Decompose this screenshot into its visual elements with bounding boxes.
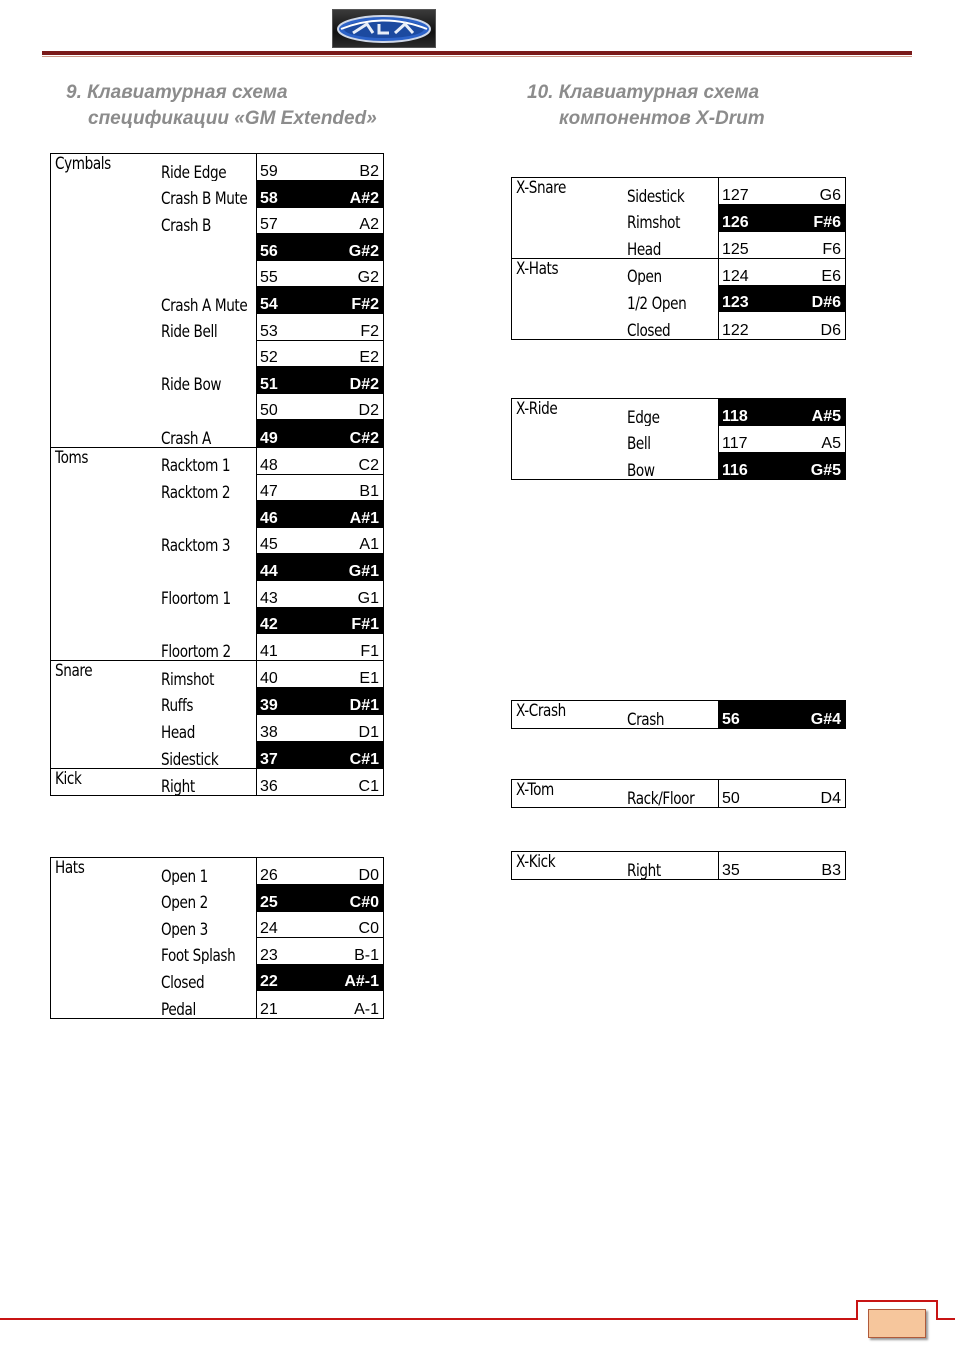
row-sound: Right bbox=[161, 768, 257, 796]
row-group: X-Snare bbox=[516, 178, 566, 198]
table-row bbox=[512, 452, 846, 479]
row-key-number: 59 bbox=[257, 154, 312, 181]
row-sound: Closed bbox=[627, 312, 719, 339]
row-key-number: 127 bbox=[719, 178, 774, 205]
row-group bbox=[51, 741, 161, 768]
row-key-number: 55 bbox=[257, 260, 312, 287]
row-key-number: 25 bbox=[257, 885, 312, 912]
row-sound: Sidestick bbox=[627, 178, 719, 205]
table-row bbox=[512, 852, 846, 880]
row-group bbox=[512, 285, 627, 312]
x-kick-table bbox=[511, 851, 846, 880]
row-sound bbox=[161, 234, 257, 261]
row-sound: Ride Edge bbox=[161, 154, 257, 181]
row-group: X-Kick bbox=[516, 852, 556, 872]
row-note: D#1 bbox=[312, 688, 384, 715]
row-sound bbox=[161, 501, 257, 528]
row-group bbox=[51, 688, 161, 715]
row-note: D#2 bbox=[312, 367, 384, 394]
row-note: G#1 bbox=[312, 554, 384, 581]
table-row bbox=[51, 420, 384, 447]
gm-main-table bbox=[50, 153, 384, 796]
heading-gm-line1: 9. Клавиатурная схема bbox=[66, 82, 288, 103]
row-sound: Crash B Mute bbox=[161, 181, 257, 208]
row-note: E2 bbox=[312, 340, 384, 367]
row-key-number: 118 bbox=[719, 399, 774, 426]
table-row bbox=[51, 527, 384, 554]
row-group bbox=[51, 938, 161, 965]
row-sound: Crash A bbox=[161, 420, 257, 447]
row-sound: Open 1 bbox=[161, 858, 257, 885]
row-sound: Head bbox=[627, 231, 719, 258]
row-sound: Open bbox=[627, 258, 719, 285]
row-group bbox=[51, 607, 161, 634]
table-row bbox=[512, 178, 846, 205]
x-ride-table bbox=[511, 398, 846, 480]
row-sound: Open 2 bbox=[161, 885, 257, 912]
row-note: B3 bbox=[774, 852, 846, 880]
row-key-number: 126 bbox=[719, 205, 774, 232]
row-sound: Ride Bow bbox=[161, 367, 257, 394]
row-key-number: 44 bbox=[257, 554, 312, 581]
row-sound: Closed bbox=[161, 964, 257, 991]
row-key-number: 51 bbox=[257, 367, 312, 394]
row-note: C0 bbox=[312, 911, 384, 938]
row-note: C#2 bbox=[312, 420, 384, 447]
row-key-number: 52 bbox=[257, 340, 312, 367]
row-key-number: 35 bbox=[719, 852, 774, 880]
row-group bbox=[51, 367, 161, 394]
table-row bbox=[512, 258, 846, 285]
page-number-box bbox=[868, 1309, 926, 1338]
row-note: D4 bbox=[774, 780, 846, 808]
x-snare-hats-table bbox=[511, 177, 846, 340]
row-key-number: 49 bbox=[257, 420, 312, 447]
row-key-number: 24 bbox=[257, 911, 312, 938]
row-note: B1 bbox=[312, 474, 384, 501]
row-sound: Racktom 2 bbox=[161, 474, 257, 501]
row-group bbox=[51, 964, 161, 991]
table-row bbox=[512, 780, 846, 808]
row-group bbox=[512, 205, 627, 232]
row-group bbox=[51, 287, 161, 314]
row-group bbox=[512, 312, 627, 339]
table-row bbox=[51, 181, 384, 208]
table-row bbox=[512, 231, 846, 258]
row-group: X-Tom bbox=[516, 780, 554, 800]
table-row bbox=[51, 367, 384, 394]
row-note: D#6 bbox=[774, 285, 846, 312]
table-row bbox=[51, 554, 384, 581]
row-note: A-1 bbox=[312, 991, 384, 1018]
row-note: D6 bbox=[774, 312, 846, 339]
table-row bbox=[51, 607, 384, 634]
row-sound: Right bbox=[627, 852, 719, 880]
row-group bbox=[512, 231, 627, 258]
row-note: F#1 bbox=[312, 607, 384, 634]
row-note: E1 bbox=[312, 661, 384, 688]
row-group bbox=[51, 260, 161, 287]
row-key-number: 41 bbox=[257, 634, 312, 661]
row-group bbox=[51, 181, 161, 208]
row-key-number: 45 bbox=[257, 527, 312, 554]
row-sound: Rack/Floor bbox=[627, 780, 719, 808]
row-key-number: 36 bbox=[257, 768, 312, 796]
footer-rule-right bbox=[936, 1318, 955, 1320]
heading-xdrum-line2: компонентов X-Drum bbox=[559, 108, 765, 129]
row-group: Cymbals bbox=[55, 154, 111, 174]
row-group bbox=[512, 426, 627, 453]
row-group bbox=[51, 991, 161, 1018]
row-note: G6 bbox=[774, 178, 846, 205]
row-key-number: 40 bbox=[257, 661, 312, 688]
row-group bbox=[51, 527, 161, 554]
table-row bbox=[51, 474, 384, 501]
heading-x-drum bbox=[527, 80, 765, 132]
table-row bbox=[51, 741, 384, 768]
header-rule bbox=[42, 51, 912, 55]
row-key-number: 48 bbox=[257, 447, 312, 474]
row-group: X-Ride bbox=[516, 399, 558, 419]
row-group bbox=[51, 634, 161, 661]
row-sound: Racktom 1 bbox=[161, 447, 257, 474]
row-sound: Head bbox=[161, 714, 257, 741]
row-key-number: 56 bbox=[719, 701, 774, 729]
row-note: A#2 bbox=[312, 181, 384, 208]
row-note: G#4 bbox=[774, 701, 846, 729]
row-group: Kick bbox=[51, 768, 161, 796]
row-sound: Rimshot bbox=[627, 205, 719, 232]
row-group: X-Hats bbox=[512, 258, 627, 285]
row-key-number: 26 bbox=[257, 858, 312, 885]
row-key-number: 116 bbox=[719, 452, 774, 479]
table-row bbox=[51, 207, 384, 234]
row-key-number: 21 bbox=[257, 991, 312, 1018]
row-key-number: 53 bbox=[257, 314, 312, 341]
row-sound bbox=[161, 607, 257, 634]
row-key-number: 23 bbox=[257, 938, 312, 965]
row-note: C1 bbox=[312, 768, 384, 796]
header-rule-thin bbox=[42, 56, 912, 57]
row-sound: Rimshot bbox=[161, 661, 257, 688]
row-note: D1 bbox=[312, 714, 384, 741]
row-key-number: 125 bbox=[719, 231, 774, 258]
row-note: G#5 bbox=[774, 452, 846, 479]
table-row bbox=[51, 287, 384, 314]
footer-rule bbox=[0, 1318, 858, 1320]
row-group bbox=[51, 714, 161, 741]
row-note: A#1 bbox=[312, 501, 384, 528]
row-sound: Bell bbox=[627, 426, 719, 453]
heading-gm-line2: спецификации «GM Extended» bbox=[88, 108, 377, 129]
table-row bbox=[51, 581, 384, 608]
row-key-number: 57 bbox=[257, 207, 312, 234]
row-note: A5 bbox=[774, 426, 846, 453]
row-note: G1 bbox=[312, 581, 384, 608]
row-key-number: 122 bbox=[719, 312, 774, 339]
row-group bbox=[51, 501, 161, 528]
row-sound bbox=[161, 554, 257, 581]
row-note: G2 bbox=[312, 260, 384, 287]
row-key-number: 39 bbox=[257, 688, 312, 715]
table-row bbox=[51, 260, 384, 287]
row-sound: Floortom 2 bbox=[161, 634, 257, 661]
row-note: E6 bbox=[774, 258, 846, 285]
table-row bbox=[51, 768, 384, 796]
row-key-number: 37 bbox=[257, 741, 312, 768]
row-sound: Sidestick bbox=[161, 741, 257, 768]
row-group bbox=[51, 554, 161, 581]
row-sound: 1/2 Open bbox=[627, 285, 719, 312]
row-sound: Crash A Mute bbox=[161, 287, 257, 314]
table-row bbox=[51, 938, 384, 965]
table-row bbox=[51, 154, 384, 181]
table-row bbox=[51, 991, 384, 1018]
row-note: B-1 bbox=[312, 938, 384, 965]
footer-tab-right bbox=[936, 1300, 938, 1320]
row-key-number: 50 bbox=[719, 780, 774, 808]
row-note: D2 bbox=[312, 393, 384, 420]
row-group: Hats bbox=[55, 858, 85, 878]
row-note: A#5 bbox=[774, 399, 846, 426]
table-row bbox=[51, 964, 384, 991]
brand-logo bbox=[332, 9, 436, 48]
table-row bbox=[51, 234, 384, 261]
row-sound: Open 3 bbox=[161, 911, 257, 938]
row-note: A2 bbox=[312, 207, 384, 234]
table-row bbox=[51, 314, 384, 341]
row-note: A1 bbox=[312, 527, 384, 554]
row-key-number: 47 bbox=[257, 474, 312, 501]
table-row bbox=[51, 447, 384, 474]
row-note: C2 bbox=[312, 447, 384, 474]
row-group bbox=[51, 420, 161, 447]
row-key-number: 22 bbox=[257, 964, 312, 991]
table-row bbox=[51, 340, 384, 367]
row-key-number: 38 bbox=[257, 714, 312, 741]
row-key-number: 43 bbox=[257, 581, 312, 608]
row-group: Toms bbox=[51, 447, 161, 474]
x-tom-table bbox=[511, 779, 846, 808]
row-note: D0 bbox=[312, 858, 384, 885]
row-note: F#6 bbox=[774, 205, 846, 232]
table-row bbox=[512, 426, 846, 453]
row-sound bbox=[161, 340, 257, 367]
row-note: F1 bbox=[312, 634, 384, 661]
row-key-number: 50 bbox=[257, 393, 312, 420]
row-key-number: 42 bbox=[257, 607, 312, 634]
row-key-number: 58 bbox=[257, 181, 312, 208]
row-sound: Edge bbox=[627, 399, 719, 426]
heading-xdrum-line1: 10. Клавиатурная схема bbox=[527, 82, 760, 103]
row-group bbox=[512, 452, 627, 479]
row-key-number: 123 bbox=[719, 285, 774, 312]
row-sound: Ride Bell bbox=[161, 314, 257, 341]
table-row bbox=[51, 858, 384, 885]
row-note: C#0 bbox=[312, 885, 384, 912]
row-note: A#-1 bbox=[312, 964, 384, 991]
table-row bbox=[51, 885, 384, 912]
table-row bbox=[512, 701, 846, 729]
row-key-number: 46 bbox=[257, 501, 312, 528]
logo-emblem-icon bbox=[333, 10, 435, 47]
table-row bbox=[51, 688, 384, 715]
row-note: F6 bbox=[774, 231, 846, 258]
row-note: G#2 bbox=[312, 234, 384, 261]
row-sound: Racktom 3 bbox=[161, 527, 257, 554]
gm-hats-table bbox=[50, 857, 384, 1019]
table-row bbox=[51, 393, 384, 420]
row-sound: Bow bbox=[627, 452, 719, 479]
table-row bbox=[512, 399, 846, 426]
row-group bbox=[51, 340, 161, 367]
table-row bbox=[51, 661, 384, 688]
row-group bbox=[51, 911, 161, 938]
row-sound bbox=[161, 393, 257, 420]
row-note: C#1 bbox=[312, 741, 384, 768]
table-row bbox=[51, 714, 384, 741]
row-key-number: 117 bbox=[719, 426, 774, 453]
row-sound bbox=[161, 260, 257, 287]
table-row bbox=[512, 312, 846, 339]
row-group bbox=[51, 207, 161, 234]
row-key-number: 54 bbox=[257, 287, 312, 314]
table-row bbox=[51, 911, 384, 938]
row-note: F#2 bbox=[312, 287, 384, 314]
row-key-number: 56 bbox=[257, 234, 312, 261]
row-sound: Floortom 1 bbox=[161, 581, 257, 608]
table-row bbox=[512, 285, 846, 312]
x-crash-table bbox=[511, 700, 846, 729]
row-note: B2 bbox=[312, 154, 384, 181]
row-group: Snare bbox=[51, 661, 161, 688]
row-sound: Foot Splash bbox=[161, 938, 257, 965]
row-sound: Crash bbox=[627, 701, 719, 729]
row-sound: Crash B bbox=[161, 207, 257, 234]
row-group bbox=[51, 581, 161, 608]
row-group bbox=[51, 314, 161, 341]
footer-tab-left bbox=[856, 1300, 858, 1320]
table-row bbox=[51, 634, 384, 661]
table-row bbox=[51, 501, 384, 528]
row-group bbox=[51, 885, 161, 912]
row-group bbox=[51, 474, 161, 501]
footer-tab-top bbox=[856, 1300, 938, 1302]
row-group: X-Crash bbox=[516, 701, 566, 721]
table-row bbox=[512, 205, 846, 232]
row-sound: Ruffs bbox=[161, 688, 257, 715]
heading-gm-extended bbox=[66, 80, 377, 132]
row-group bbox=[51, 234, 161, 261]
row-note: F2 bbox=[312, 314, 384, 341]
row-group bbox=[51, 393, 161, 420]
row-key-number: 124 bbox=[719, 258, 774, 285]
row-sound: Pedal bbox=[161, 991, 257, 1018]
